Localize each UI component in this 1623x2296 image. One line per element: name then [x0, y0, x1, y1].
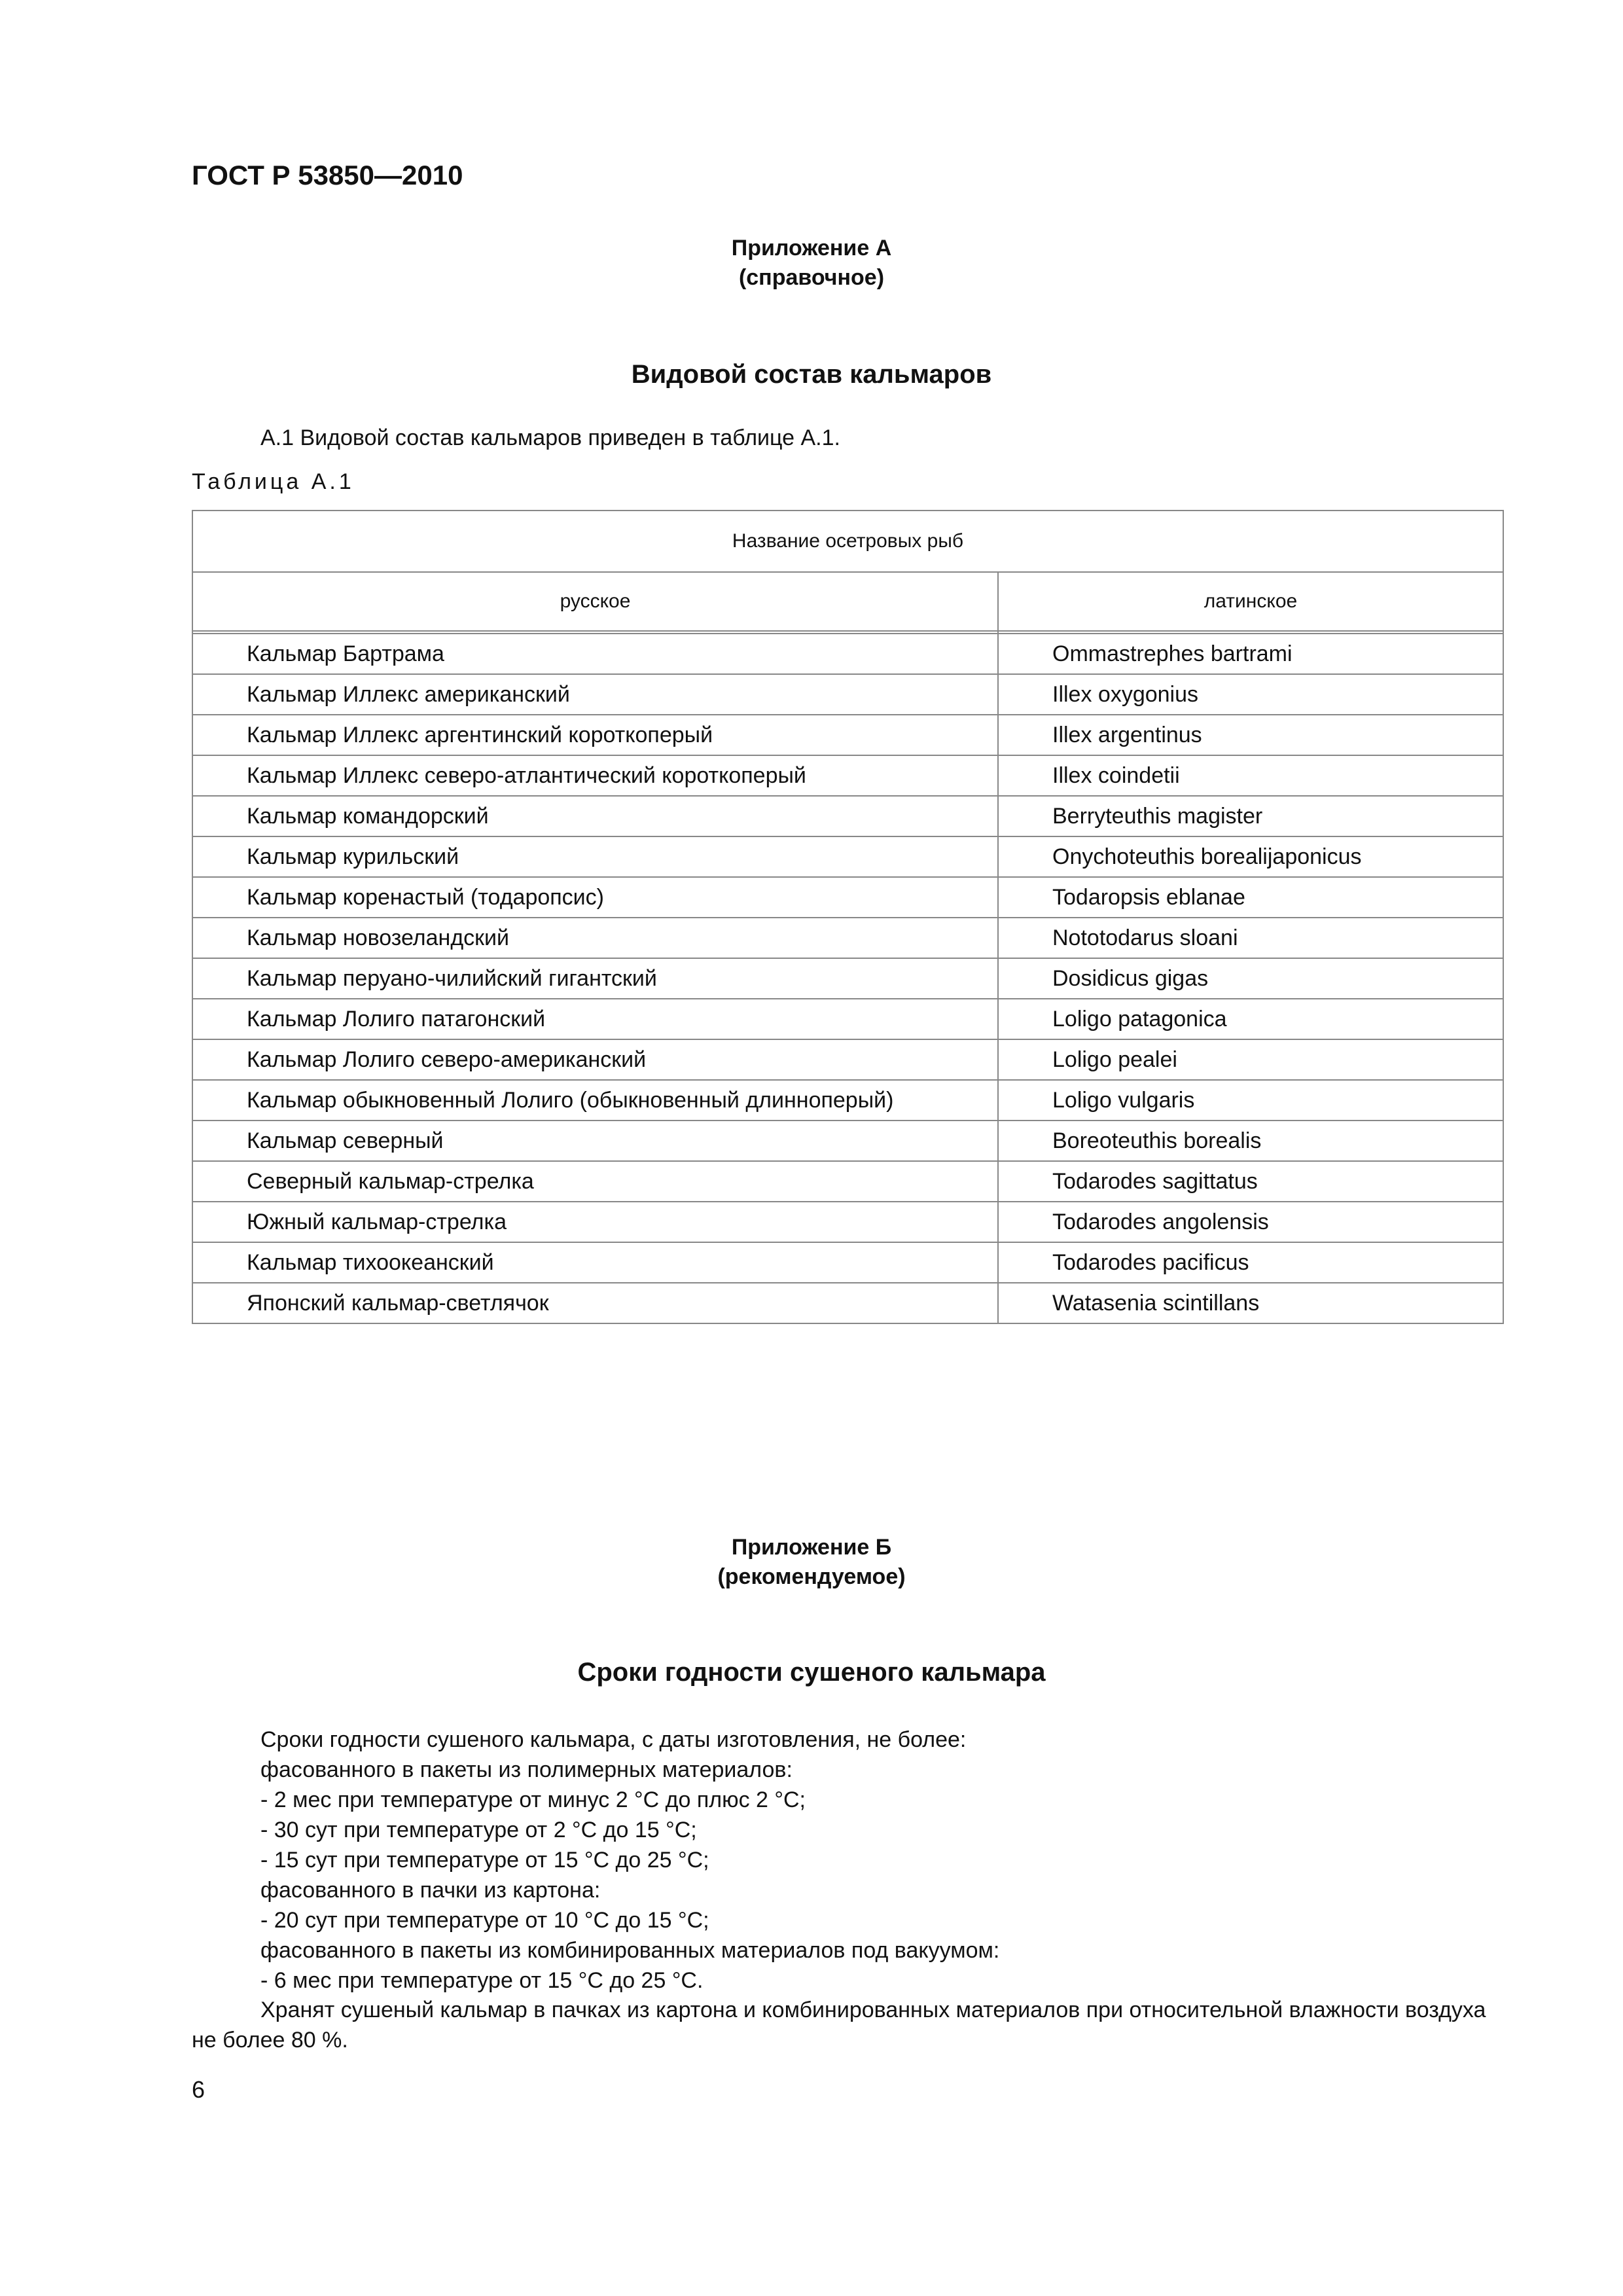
latin-name-cell: Todaropsis eblanae: [998, 877, 1503, 918]
table-row: [192, 715, 1503, 755]
list-item: - 2 мес при температуре от минус 2 °С до плюс 2 °С;: [260, 1787, 806, 1812]
latin-name-cell: Watasenia scintillans: [998, 1283, 1503, 1323]
table-row: [192, 1202, 1503, 1242]
column-header-russian: русское: [192, 572, 998, 631]
list-item: фасованного в пакеты из комбинированных материалов под вакуумом:: [260, 1938, 1000, 1963]
table-row: [192, 1242, 1503, 1283]
table-label: Таблица А.1: [192, 469, 355, 494]
table-row: [192, 836, 1503, 877]
russian-name-cell: Японский кальмар-светлячок: [192, 1283, 998, 1323]
russian-name-cell: Кальмар Иллекс аргентинский короткоперый: [192, 715, 998, 755]
annex-b-title: Приложение Б: [731, 1535, 892, 1560]
table-row: [192, 877, 1503, 918]
list-item: фасованного в пачки из картона:: [260, 1878, 601, 1903]
latin-name-cell: Onychoteuthis borealijaponicus: [998, 836, 1503, 877]
latin-name-cell: Loligo pealei: [998, 1039, 1503, 1080]
table-row: [192, 1161, 1503, 1202]
russian-name-cell: Кальмар курильский: [192, 836, 998, 877]
russian-name-cell: Кальмар Бартрама: [192, 634, 998, 674]
list-item: - 15 сут при температуре от 15 °С до 25 °С;: [260, 1848, 709, 1873]
russian-name-cell: Кальмар Лолиго патагонский: [192, 999, 998, 1039]
table-row: [192, 999, 1503, 1039]
latin-name-cell: Nototodarus sloani: [998, 918, 1503, 958]
column-header-latin: латинское: [998, 572, 1503, 631]
list-item: Сроки годности сушеного кальмара, с даты изготовления, не более:: [260, 1727, 967, 1752]
latin-name-cell: Dosidicus gigas: [998, 958, 1503, 999]
table-row: [192, 1283, 1503, 1323]
table-header-top: Название осетровых рыб: [192, 511, 1503, 572]
list-item: - 20 сут при температуре от 10 °С до 15 °С;: [260, 1908, 709, 1933]
russian-name-cell: Кальмар Иллекс северо-атлантический короткоперый: [192, 755, 998, 796]
table-row: [192, 755, 1503, 796]
latin-name-cell: Boreoteuthis borealis: [998, 1121, 1503, 1161]
russian-name-cell: Кальмар перуано-чилийский гигантский: [192, 958, 998, 999]
table-row: [192, 1039, 1503, 1080]
russian-name-cell: Кальмар коренастый (тодаропсис): [192, 877, 998, 918]
russian-name-cell: Кальмар обыкновенный Лолиго (обыкновенный длинноперый): [192, 1080, 998, 1121]
annex-a-section-title: Видовой состав кальмаров: [631, 360, 992, 389]
latin-name-cell: Illex coindetii: [998, 755, 1503, 796]
shelf-life-list: [260, 1725, 1504, 1996]
russian-name-cell: Кальмар северный: [192, 1121, 998, 1161]
storage-paragraph: Хранят сушеный кальмар в пачках из картона и комбинированных материалов при относительной влажности воздуха не более 80 %.: [192, 1998, 1486, 2053]
table-row: [192, 796, 1503, 836]
annex-b-kind: (рекомендуемое): [717, 1564, 906, 1589]
latin-name-cell: Todarodes angolensis: [998, 1202, 1503, 1242]
list-item: фасованного в пакеты из полимерных материалов:: [260, 1757, 793, 1782]
russian-name-cell: Кальмар тихоокеанский: [192, 1242, 998, 1283]
latin-name-cell: Loligo patagonica: [998, 999, 1503, 1039]
annex-a-intro: А.1 Видовой состав кальмаров приведен в таблице А.1.: [260, 425, 840, 450]
table-row: [192, 918, 1503, 958]
page-number: 6: [192, 2076, 205, 2103]
species-table: [192, 510, 1504, 1324]
latin-name-cell: Ommastrephes bartrami: [998, 634, 1503, 674]
latin-name-cell: Loligo vulgaris: [998, 1080, 1503, 1121]
annex-b-section-title: Сроки годности сушеного кальмара: [577, 1658, 1046, 1687]
russian-name-cell: Кальмар Лолиго северо-американский: [192, 1039, 998, 1080]
table-row: [192, 1121, 1503, 1161]
list-item: - 6 мес при температуре от 15 °С до 25 °С.: [260, 1968, 704, 1993]
table-row: [192, 958, 1503, 999]
russian-name-cell: Кальмар командорский: [192, 796, 998, 836]
table-row: [192, 1080, 1503, 1121]
latin-name-cell: Todarodes sagittatus: [998, 1161, 1503, 1202]
latin-name-cell: Illex argentinus: [998, 715, 1503, 755]
russian-name-cell: Кальмар Иллекс американский: [192, 674, 998, 715]
annex-a-title: Приложение А: [731, 236, 892, 260]
table-row: [192, 674, 1503, 715]
latin-name-cell: Illex oxygonius: [998, 674, 1503, 715]
latin-name-cell: Todarodes pacificus: [998, 1242, 1503, 1283]
species-table-body: [192, 634, 1503, 1323]
table-row: [192, 634, 1503, 674]
russian-name-cell: Северный кальмар-стрелка: [192, 1161, 998, 1202]
russian-name-cell: Южный кальмар-стрелка: [192, 1202, 998, 1242]
document-code: ГОСТ Р 53850—2010: [192, 160, 463, 190]
annex-a-kind: (справочное): [738, 265, 885, 290]
russian-name-cell: Кальмар новозеландский: [192, 918, 998, 958]
list-item: - 30 сут при температуре от 2 °С до 15 °С;: [260, 1818, 697, 1842]
latin-name-cell: Berryteuthis magister: [998, 796, 1503, 836]
